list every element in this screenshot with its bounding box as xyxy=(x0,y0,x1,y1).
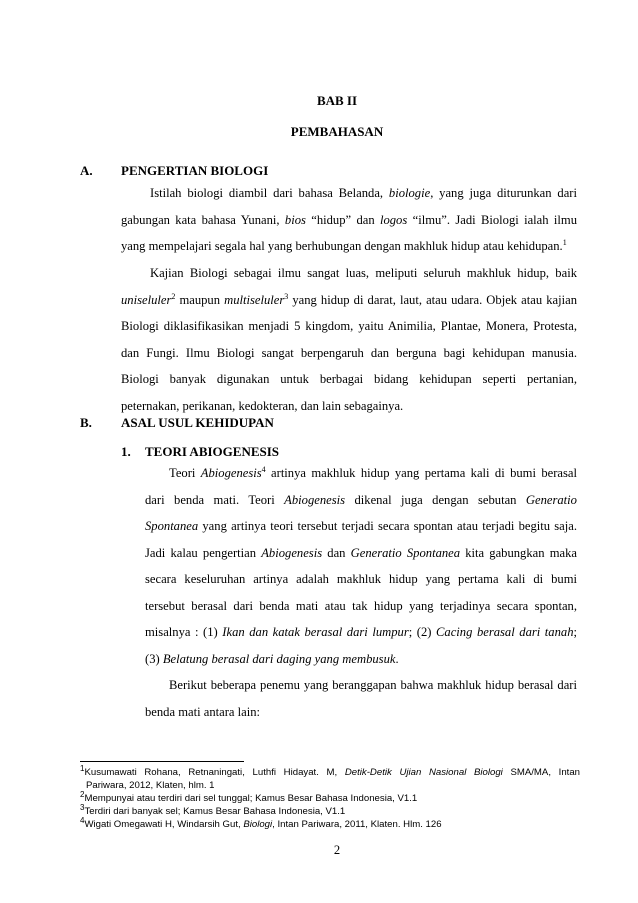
page-number: 2 xyxy=(333,843,341,857)
footnote-4: $^4$Wigati Omegawati H, Windarsih Gut, Biologi, Intan Pariwara, 2011, Klaten. Hlm. 126 xyxy=(80,815,442,830)
footnotes: $^1$Kusumawati Rohana, Retnaningati, Luthfi Hidayat. M, Detik-Detik Ujian Nasional Biologi SMA/MA, Intan Pariwara, 2012, Klaten, hlm. 1 $^2$Mempunyai atau terdiri dari sel tunggal; Kamus Besar Bahasa Indonesia, V1.1 $^3$Terdiri dari banyak sel; Kamus Besar Bahasa Indonesia, V1.1 $^4$Wigati Omegawati H, Windarsih Gut, Biologi, Intan Pariwara, 2011, Klaten. Hlm. 126 xyxy=(80,763,580,830)
footnote-ref-1: 1 xyxy=(562,237,567,247)
section-b-letter: B. xyxy=(80,415,92,430)
footnote-1: $^1$Kusumawati Rohana, Retnaningati, Luthfi Hidayat. M, Detik-Detik Ujian Nasional Biologi SMA/MA, Intan xyxy=(80,763,580,778)
section-a-paragraph-1: Istilah biologi diambil dari bahasa Belanda, biologie, yang juga diturunkan dari gabungan kata bahasa Yunani, bios “hidup” dan logos “ilmu”. Jadi Biologi ialah ilmu yang mempelajari segala hal yang berhubungan dengan makhluk hidup atau kehidupan.$^1$ xyxy=(121,186,577,253)
chapter-number: BAB II xyxy=(316,93,358,108)
section-b-paragraph-1: Teori Abiogenesis$^4$ artinya makhluk hidup yang pertama kali di bumi berasal dari benda mati. Teori Abiogenesis dikenal juga dengan sebutan Generatio Spontanea yang artinya teori tersebut terjadi secara spontan atau terjadi begitu saja. Jadi kalau pengertian Abiogenesis dan Generatio Spontanea kita gabungkan maka secara keseluruhan artinya adalah makhluk hidup yang pertama kali di bumi tersebut berasal dari benda mati atau tak hidup yang terjadinya secara spontan, misalnya : (1) Ikan dan katak berasal dari lumpur; (2) Cacing berasal dari tanah; (3) Belatung berasal dari daging yang membusuk. xyxy=(145,464,578,666)
footnote-separator xyxy=(80,761,244,762)
section-a-heading: PENGERTIAN BIOLOGI xyxy=(121,163,269,178)
section-a-letter: A. xyxy=(80,163,93,178)
subsection-1-heading: TEORI ABIOGENESIS xyxy=(145,444,280,459)
section-b-paragraph-2: Berikut beberapa penemu yang beranggapan bahwa makhluk hidup berasal dari benda mati antara lain: xyxy=(145,678,577,719)
footnote-2: $^2$Mempunyai atau terdiri dari sel tunggal; Kamus Besar Bahasa Indonesia, V1.1 xyxy=(80,789,418,804)
chapter-title: PEMBAHASAN xyxy=(290,124,384,139)
subsection-1-number: 1. xyxy=(121,444,131,459)
section-a-paragraph-2: Kajian Biologi sebagai ilmu sangat luas, meliputi seluruh makhluk hidup, baik uniseluler$^2$ maupun multiseluler$^3$ yang hidup di darat, laut, atau udara. Objek atau kajian Biologi diklasifikasikan menjadi 5 kingdom, yaitu Animilia, Plantae, Monera, Protesta, dan Fungi. Ilmu Biologi sangat berpengaruh dan berguna bagi kehidupan manusia. Biologi banyak digunakan untuk berbagai bidang kehidupan seperti pertanian, peternakan, perikanan, kedokteran, dan lain sebagainya. xyxy=(121,266,577,413)
footnote-3: $^3$Terdiri dari banyak sel; Kamus Besar Bahasa Indonesia, V1.1 xyxy=(80,802,346,817)
footnote-ref-4: 4 xyxy=(261,464,266,474)
section-b-heading: ASAL USUL KEHIDUPAN xyxy=(121,415,274,430)
